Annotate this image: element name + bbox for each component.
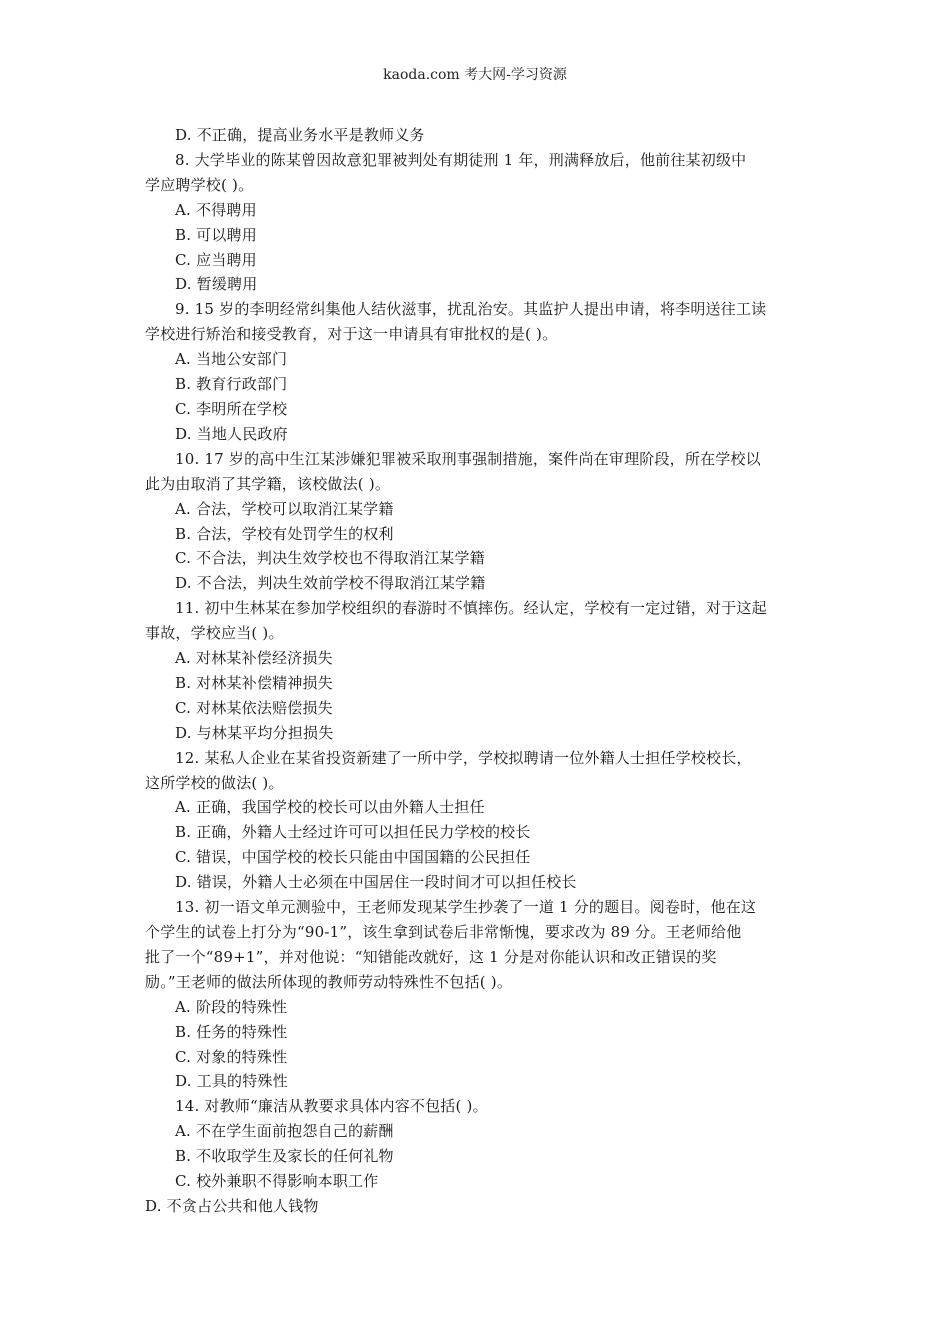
answer-option: D. 不正确，提高业务水平是教师义务 (175, 126, 425, 144)
question-continuation-line: 批了一个“89+1”，并对他说：“知错能改就好，这 1 分是对你能认识和改正错误的奖 (145, 947, 717, 966)
answer-option: D. 不合法，判决生效前学校不得取消江某学籍 (175, 574, 486, 593)
answer-option: C. 应当聘用 (175, 250, 257, 269)
answer-option: A. 合法，学校可以取消江某学籍 (175, 499, 394, 518)
answer-option: C. 对象的特殊性 (175, 1047, 288, 1066)
answer-option: D. 当地人民政府 (175, 424, 288, 443)
answer-option: C. 对林某依法赔偿损失 (175, 698, 333, 717)
answer-option: D. 暂缓聘用 (175, 275, 258, 294)
question-continuation-line: 个学生的试卷上打分为“90-1”，该生拿到试卷后非常惭愧，要求改为 89 分。王老师给他 (145, 923, 742, 941)
document-body (145, 123, 810, 1219)
answer-option: D. 与林某平均分担损失 (175, 723, 334, 742)
answer-option: C. 错误，中国学校的校长只能由中国国籍的公民担任 (175, 848, 531, 867)
answer-option: B. 教育行政部门 (175, 375, 288, 394)
question-stem-line: 11. 初中生林某在参加学校组织的春游时不慎摔伤。经认定，学校有一定过错，对于这起 (175, 599, 767, 618)
answer-option: D. 错误，外籍人士必须在中国居住一段时间才可以担任校长 (175, 873, 577, 892)
question-stem-line: 9. 15 岁的李明经常纠集他人结伙滋事，扰乱治安。其监护人提出申请，将李明送往工读 (175, 300, 767, 319)
answer-option: C. 李明所在学校 (175, 399, 288, 418)
answer-option: D. 不贪占公共和他人钱物 (145, 1196, 319, 1215)
answer-option: A. 正确，我国学校的校长可以由外籍人士担任 (175, 798, 485, 817)
question-continuation-line: 此为由取消了其学籍，该校做法( )。 (145, 474, 391, 493)
question-stem-line: 10. 17 岁的高中生江某涉嫌犯罪被采取刑事强制措施，案件尚在审理阶段，所在学校以 (175, 449, 761, 468)
answer-option: B. 合法，学校有处罚学生的权利 (175, 524, 394, 543)
question-stem-line: 8. 大学毕业的陈某曾因故意犯罪被判处有期徒刑 1 年，刑满释放后，他前往某初级中 (175, 150, 747, 169)
answer-option: B. 可以聘用 (175, 225, 257, 244)
question-continuation-line: 事故，学校应当( )。 (145, 624, 284, 643)
answer-option: A. 对林某补偿经济损失 (175, 649, 333, 668)
answer-option: B. 不收取学生及家长的任何礼物 (175, 1147, 394, 1166)
answer-option: B. 正确，外籍人士经过许可可以担任民力学校的校长 (175, 823, 531, 842)
answer-option: B. 任务的特殊性 (175, 1022, 288, 1041)
page-header: kaoda.com 考大网-学习资源 (383, 67, 567, 83)
answer-option: D. 工具的特殊性 (175, 1072, 288, 1091)
question-stem-line: 14. 对教师“廉洁从教要求具体内容不包括( )。 (175, 1097, 488, 1116)
question-continuation-line: 学校进行矫治和接受教育，对于这一申请具有审批权的是( )。 (145, 325, 558, 344)
question-continuation-line: 励。”王老师的做法所体现的教师劳动特殊性不包括( )。 (145, 972, 513, 991)
answer-option: A. 当地公安部门 (175, 350, 288, 369)
answer-option: C. 不合法，判决生效学校也不得取消江某学籍 (175, 549, 485, 568)
answer-option: C. 校外兼职不得影响本职工作 (175, 1172, 379, 1191)
question-stem-line: 13. 初一语文单元测验中，王老师发现某学生抄袭了一道 1 分的题目。阅卷时，他在这 (175, 898, 757, 917)
answer-option: A. 不得聘用 (175, 200, 257, 219)
question-stem-line: 12. 某私人企业在某省投资新建了一所中学，学校拟聘请一位外籍人士担任学校校长， (175, 748, 752, 767)
answer-option: A. 阶段的特殊性 (175, 997, 288, 1016)
answer-option: A. 不在学生面前抱怨自己的薪酬 (175, 1122, 394, 1141)
question-continuation-line: 学应聘学校( )。 (145, 175, 254, 194)
answer-option: B. 对林某补偿精神损失 (175, 673, 333, 692)
question-continuation-line: 这所学校的做法( )。 (145, 773, 284, 792)
